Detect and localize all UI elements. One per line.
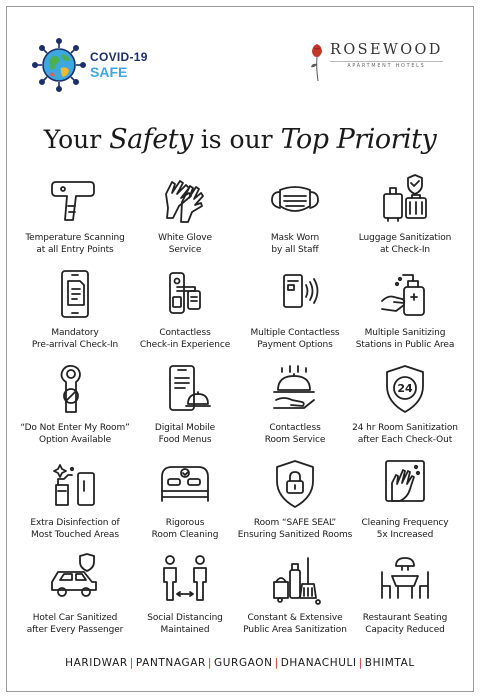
feature-item <box>20 265 130 360</box>
headline-safety: Safety <box>109 124 193 155</box>
bed-clean-icon <box>158 457 212 511</box>
feature-item <box>130 360 240 455</box>
restaurant-table-icon <box>378 552 432 606</box>
feature-label: Hotel Car Sanitized after Every Passenger <box>26 613 124 635</box>
location-gurgaon: GURGAON <box>214 657 273 669</box>
svg-text:24: 24 <box>397 382 413 395</box>
cleaning-supplies-icon <box>268 552 322 606</box>
location-haridwar: HARIDWAR <box>65 657 128 669</box>
location-separator: | <box>358 657 363 669</box>
feature-label: White Glove Service <box>158 233 212 255</box>
brand-name: ROSEWOOD <box>330 42 443 58</box>
sanitizer-dispenser-icon <box>378 267 432 321</box>
headline-part3: is our <box>192 125 281 154</box>
covid-logo-line2: SAFE <box>90 64 128 80</box>
location-dhanachuli: DHANACHULI <box>280 657 357 669</box>
headline <box>0 124 480 155</box>
feature-label: Digital Mobile Food Menus <box>154 423 216 445</box>
feature-item <box>240 360 350 455</box>
phone-menu-icon <box>158 362 212 416</box>
hand-wipe-icon <box>378 457 432 511</box>
feature-label: Multiple Contactless Payment Options <box>250 328 340 350</box>
phone-document-icon <box>48 267 102 321</box>
feature-item <box>130 170 240 265</box>
luggage-shield-icon <box>378 172 432 226</box>
feature-label: “Do Not Enter My Room” Option Available <box>20 423 130 445</box>
disinfect-spray-icon <box>48 457 102 511</box>
feature-item <box>20 550 130 645</box>
feature-label: Mandatory Pre-arrival Check-In <box>31 328 119 350</box>
locations-footer <box>0 657 480 669</box>
rosewood-logo <box>308 42 443 82</box>
feature-item <box>240 550 350 645</box>
feature-item <box>350 170 460 265</box>
brand-subtitle: APARTMENT HOTELS <box>330 61 443 69</box>
feature-item <box>350 455 460 550</box>
shield-24-icon <box>378 362 432 416</box>
feature-label: 24 hr Room Sanitization after Each Check-Out <box>352 423 458 445</box>
feature-label: Social Distancing Maintained <box>147 613 223 635</box>
feature-item <box>130 265 240 360</box>
feature-item <box>130 455 240 550</box>
feature-label: Rigorous Room Cleaning <box>151 518 219 540</box>
feature-item <box>350 360 460 455</box>
do-not-disturb-hanger-icon <box>48 362 102 416</box>
feature-label: Extra Disinfection of Most Touched Areas <box>30 518 120 540</box>
feature-label: Contactless Room Service <box>264 423 326 445</box>
covid-logo-line1: COVID-19 <box>90 50 148 64</box>
feature-label: Cleaning Frequency 5x Increased <box>361 518 449 540</box>
car-shield-icon <box>48 552 102 606</box>
feature-item <box>130 550 240 645</box>
social-distancing-icon <box>158 552 212 606</box>
gloves-icon <box>158 172 212 226</box>
location-separator: | <box>129 657 134 669</box>
feature-grid <box>20 170 460 645</box>
rose-icon <box>308 42 326 82</box>
feature-item <box>350 550 460 645</box>
feature-item <box>240 265 350 360</box>
feature-label: Mask Worn by all Staff <box>270 233 320 255</box>
feature-label: Constant & Extensive Public Area Sanitization <box>243 613 347 635</box>
face-mask-icon <box>268 172 322 226</box>
feature-label: Multiple Sanitizing Stations in Public Area <box>355 328 455 350</box>
feature-label: Contactless Check-in Experience <box>139 328 231 350</box>
thermometer-gun-icon <box>48 172 102 226</box>
feature-label: Luggage Sanitization at Check-In <box>358 233 452 255</box>
room-service-cloche-icon <box>268 362 322 416</box>
headline-top-priority: Top Priority <box>280 124 437 155</box>
location-separator: | <box>207 657 213 669</box>
location-bhimtal: BHIMTAL <box>364 657 415 669</box>
location-separator: | <box>274 657 279 669</box>
feature-label: Room “SAFE SEAL” Ensuring Sanitized Rooms <box>237 518 353 540</box>
virus-globe-icon <box>32 38 86 92</box>
feature-label: Restaurant Seating Capacity Reduced <box>362 613 448 635</box>
door-key-card-icon <box>158 267 212 321</box>
shield-lock-icon <box>268 457 322 511</box>
covid-safe-logo <box>32 38 148 92</box>
feature-label: Temperature Scanning at all Entry Points <box>25 233 125 255</box>
feature-item <box>350 265 460 360</box>
contactless-card-icon <box>268 267 322 321</box>
feature-item <box>237 455 353 550</box>
location-pantnagar: PANTNAGAR <box>135 657 206 669</box>
feature-item <box>20 455 130 550</box>
feature-item <box>20 360 130 455</box>
feature-item <box>240 170 350 265</box>
headline-part1: Your <box>43 125 110 154</box>
feature-item <box>20 170 130 265</box>
